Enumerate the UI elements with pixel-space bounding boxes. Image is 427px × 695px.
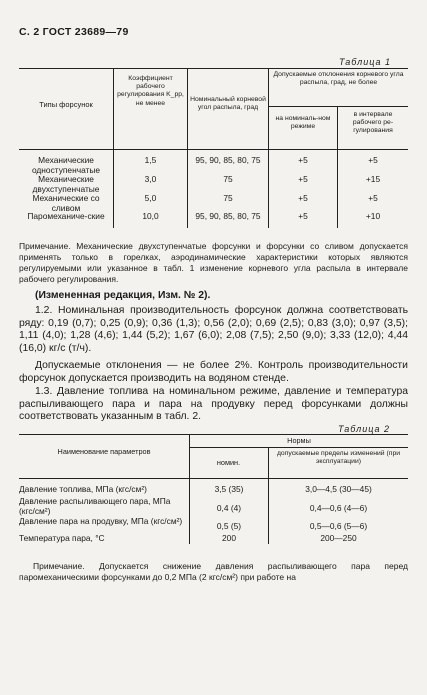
paragraph-1-3: 1.3. Давление топлива на номинальном режиме, давление и температура распыливающего пара и пара на продувку перед форсунками должны соответствовать указанным в табл. 2. (19, 386, 408, 423)
table2-note: Примечание. Допускается снижение давления распыливающего пара перед паромеханическими форсунками до 0,2 МПа (2 кгс/см²) при работе на (19, 561, 408, 582)
table1-row-nom: +5 (298, 155, 308, 165)
table2-col-nom: номин. (216, 458, 241, 467)
table2-col-param: Наименование параметров (57, 447, 151, 456)
table1-row-angle: 95, 90, 85, 80, 75 (195, 211, 261, 221)
table1-row-type: Паромеханиче-ские (27, 211, 105, 221)
table2-row-limits: 200—250 (320, 533, 357, 543)
table1-col-tol-range: в интервале рабочего ре-гулирования (352, 111, 394, 135)
table1-row-angle: 75 (223, 193, 233, 203)
table1-row-type: Механические одноступенчатые (31, 155, 101, 175)
table1-row-nom: +5 (298, 193, 308, 203)
table1-row-nom: +5 (298, 211, 308, 221)
table2-row-limits: 3,0—4,5 (30—45) (305, 484, 372, 494)
table1-row-range: +10 (365, 211, 381, 221)
table1-col-coef: Коэффициент рабочего регулирования K_рр, не менее (117, 75, 184, 107)
edition-note: (Измененная редакция, Изм. № 2). (35, 290, 211, 301)
table2-row-nom: 0,4 (4) (216, 503, 242, 513)
table1-col-tol-nom: на номиналь-ном режиме (275, 115, 331, 131)
table1-col-type: Типы форсунок (39, 100, 93, 109)
table2-row-param: Давление топлива, МПа (кгс/см²) (19, 484, 147, 494)
table1-row-coef: 10,0 (142, 211, 159, 221)
paragraph-1-2: 1.2. Номинальная производительность форсунок должна соответствовать ряду: 0,19 (0,7); 0,25 (0,9); 0,36 (1,3); 0,56 (2,0); 0,69 (2,5); 0,83 (3,0); 0,97 (3,5); 1,11 (4,0); 1,28 (4,6); 1,44 (5,2); 1,67 (6,0); 2,08 (7,5); 2,50 (9,0); 3,33 (12,0); 4,44 (16,0) кг/с (т/ч). (19, 305, 408, 354)
table2-row-nom: 3,5 (35) (214, 484, 244, 494)
table2-col-norms: Нормы (287, 436, 311, 445)
table2-row-param: Давление пара на продувку, МПа (кгс/см²) (19, 516, 183, 526)
table1-row-nom: +5 (298, 174, 308, 184)
page-header: С. 2 ГОСТ 23689—79 (19, 26, 129, 38)
paragraph-1-2-tolerance: Допускаемые отклонения — не более 2%. Контроль производительности форсунок допускается производить на водяном стенде. (19, 360, 408, 384)
table1-row-coef: 5,0 (144, 193, 157, 203)
table1-row-angle: 95, 90, 85, 80, 75 (195, 155, 261, 165)
table2-row-nom: 200 (222, 533, 236, 543)
table2-row-param: Давление распыливающего пара, МПа (кгс/см²) (19, 496, 171, 516)
table1-row-type: Механические со сливом (32, 193, 100, 213)
table1-row-type: Механические двухступенчатые (32, 174, 100, 194)
table1-row-coef: 3,0 (144, 174, 157, 184)
table2-row-limits: 0,4—0,6 (4—6) (309, 503, 368, 513)
table2-col-limits: допускаемые пределы изменений (при эксплуатации) (276, 450, 401, 466)
table1-row-range: +15 (365, 174, 381, 184)
table1-row-angle: 75 (223, 174, 233, 184)
table1-row-coef: 1,5 (144, 155, 157, 165)
table1-col-angle: Номинальный корневой угол распыла, град (190, 96, 266, 112)
table1-caption: Таблица 1 (339, 57, 392, 67)
table1-row-range: +5 (368, 193, 378, 203)
table2-row-param: Температура пара, °С (19, 533, 105, 543)
table2-row-limits: 0,5—0,6 (5—6) (309, 521, 368, 531)
table2-caption: Таблица 2 (338, 424, 391, 434)
table1-col-tol: Допускаемые отклонения корневого угла распыла, град, не более (273, 71, 404, 87)
table1-row-range: +5 (368, 155, 378, 165)
table2-row-nom: 0,5 (5) (216, 521, 242, 531)
table1-note: Примечание. Механические двухступенчатые форсунки и форсунки со сливом допускается применять только в горелках, аэродинамические характеристики которых являются регулируемыми или указанное в табл. 1 изменение корневого угла распыла в интервале рабочего регулирования. (19, 241, 408, 284)
